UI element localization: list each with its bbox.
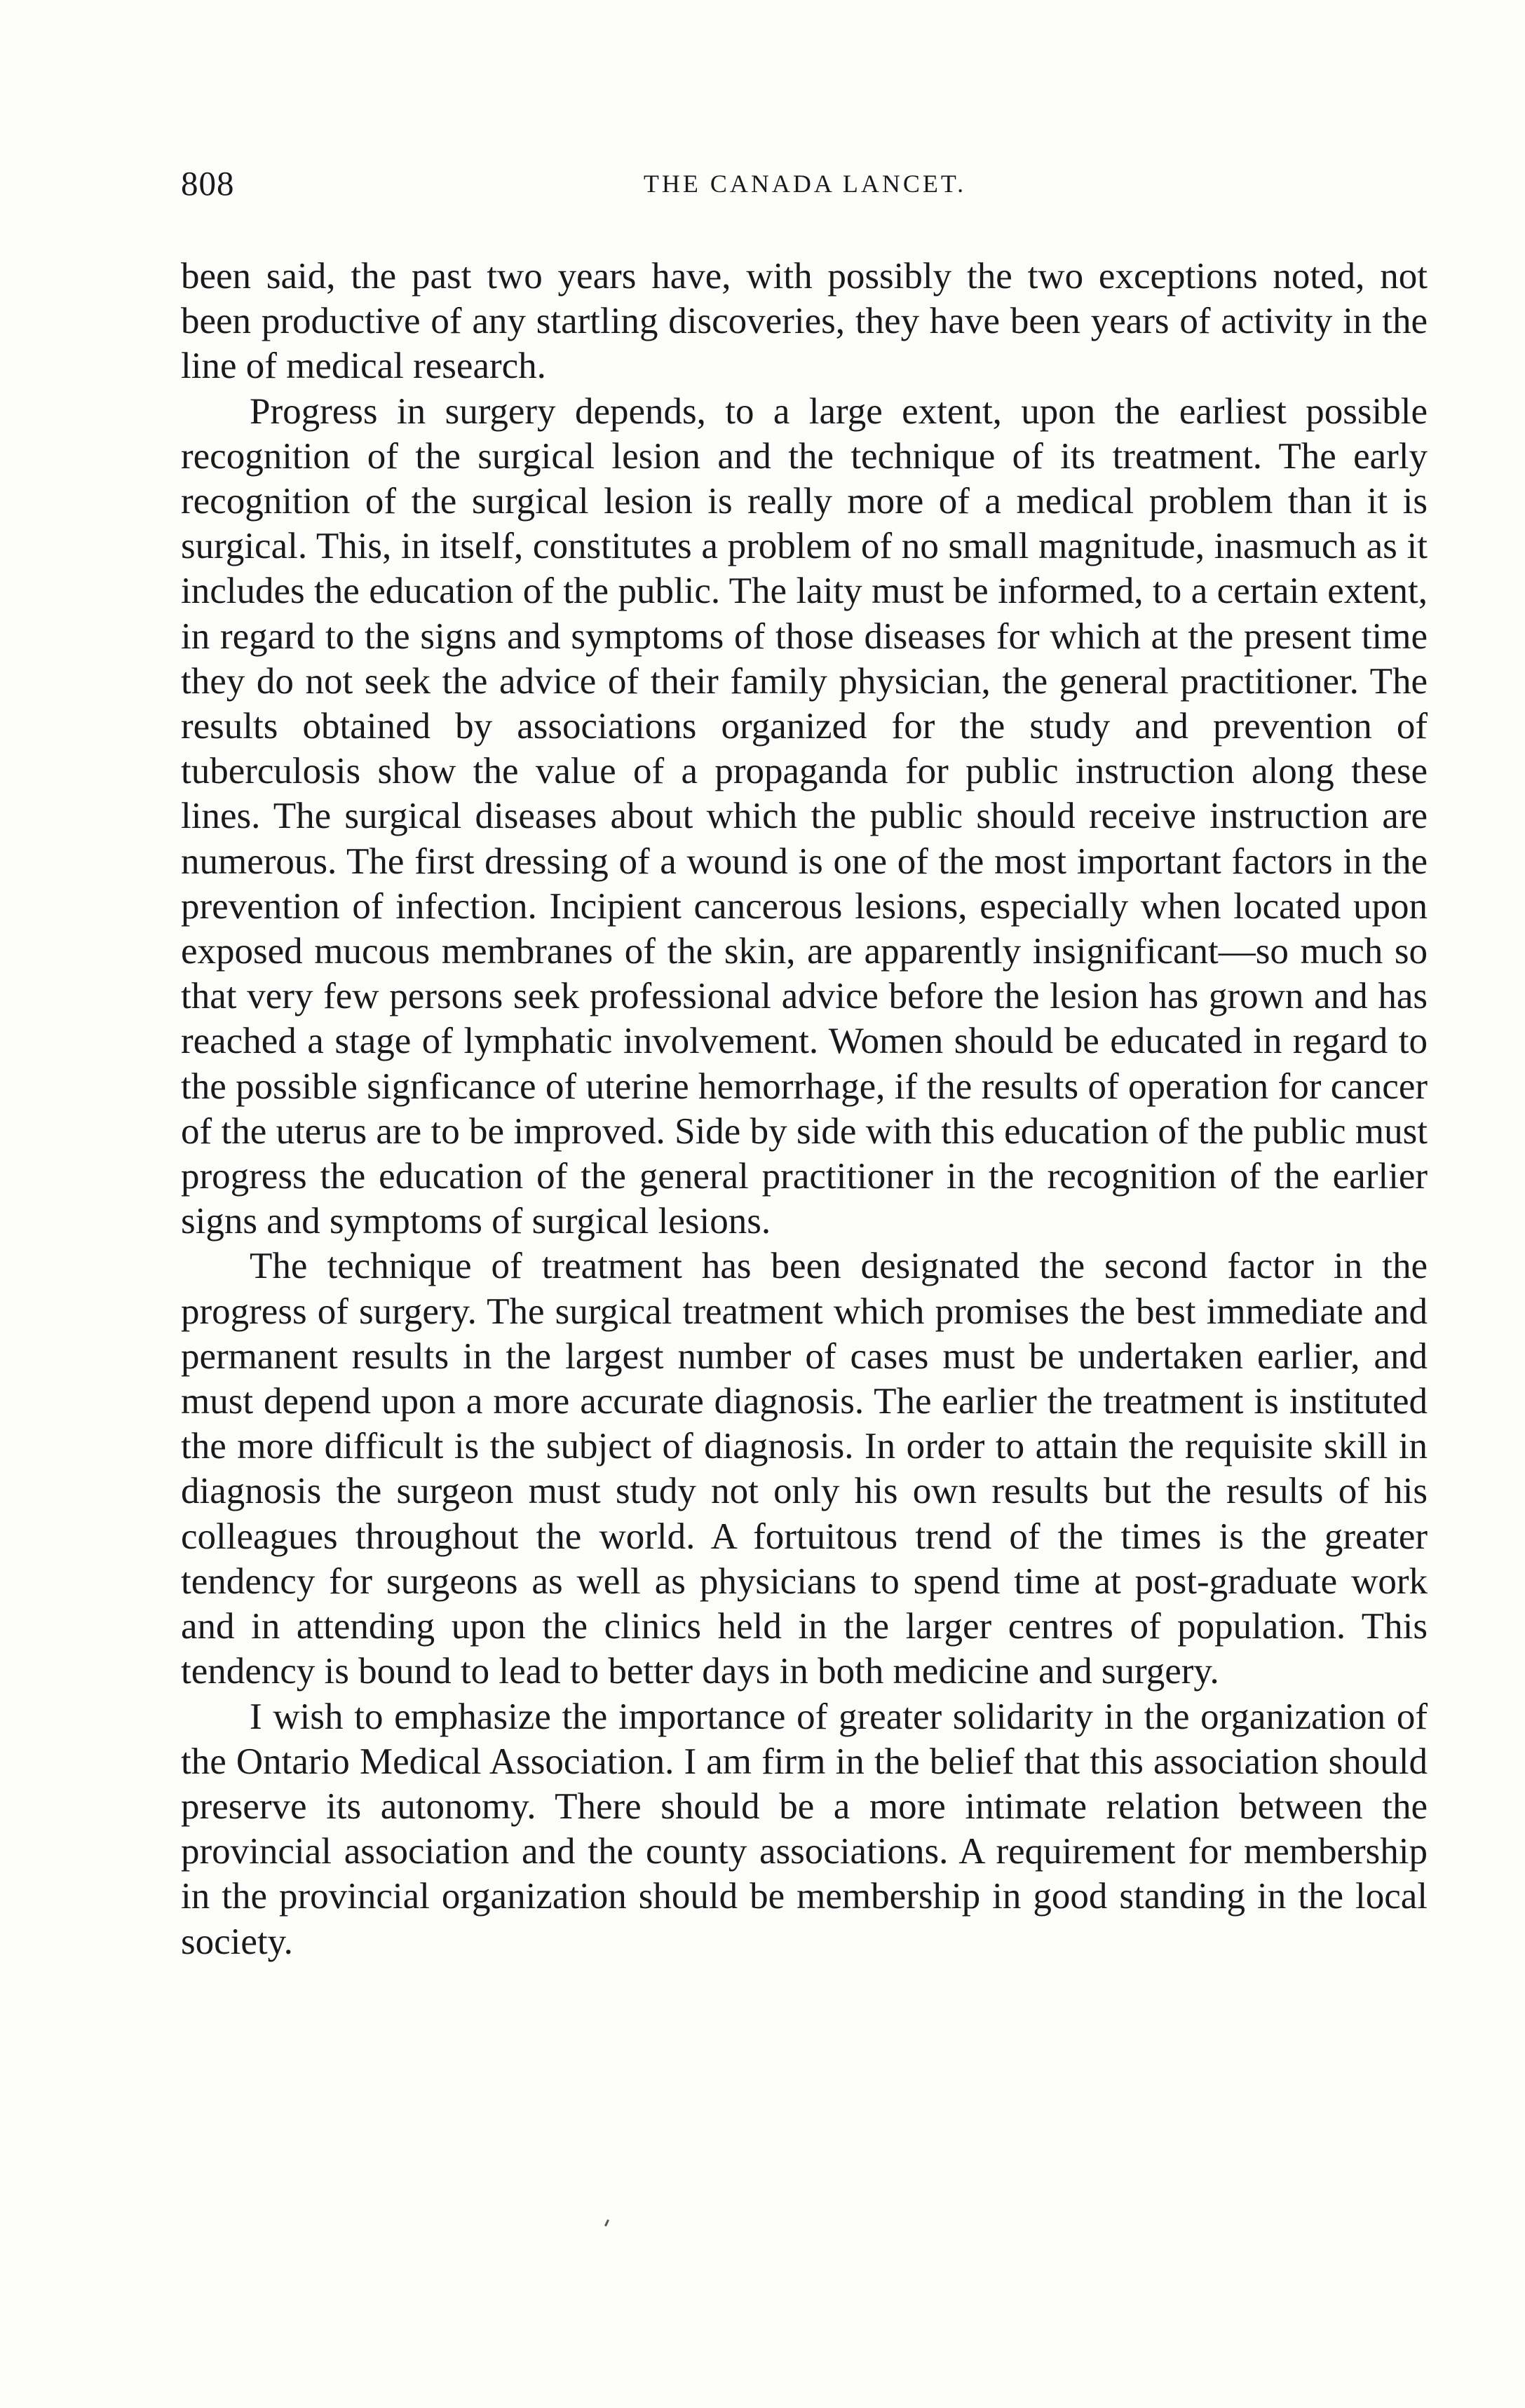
- paragraph-technique-of-treatment: The technique of treatment has been designated the second factor in the progress of surgery. The surgical treatment which promises the best immediate and permanent results in the largest number of cases must be undertaken earlier, and must depend upon a more accurate diagnosis. The earlier the treatment is instituted the more difficult is the subject of diagnosis. In order to attain the requisite skill in diagnosis the surgeon must study not only his own results but the results of his colleagues throughout the world. A fortuitous trend of the times is the greater tendency for surgeons as well as physicians to spend time at post-graduate work and in attending upon the clinics held in the larger centres of population. This tendency is bound to lead to better days in both medicine and surgery.: [181, 1246, 1428, 1692]
- paragraph-association-solidarity: I wish to emphasize the importance of greater solidarity in the organization of the Ontario Medical Association. I am firm in the belief that this association should preserve its autonomy. There should be a more intimate relation between the provincial association and the county associations. A requirement for membership in the provincial organization should be membership in good standing in the local society.: [181, 1696, 1428, 1962]
- running-title: THE CANADA LANCET.: [643, 170, 967, 198]
- paragraph-progress-in-surgery: Progress in surgery depends, to a large extent, upon the earliest possible recognition of the surgical lesion and the technique of its treatment. The early recognition of the surgical lesion is really more of a medical problem than it is surgical. This, in itself, constitutes a problem of no small magnitude, inasmuch as it includes the education of the public. The laity must be informed, to a certain extent, in regard to the signs and symptoms of those diseases for which at the present time they do not seek the advice of their family physician, the general practitioner. The results obtained by associations organized for the study and prevention of tuberculosis show the value of a propaganda for public instruction along these lines. The surgical diseases about which the public should receive instruction are numerous. The first dressing of a wound is one of the most important factors in the prevention of infection. Incipient cancerous lesions, especially when located upon exposed mucous membranes of the skin, are apparently insignificant—so much so that very few persons seek professional advice before the lesion has grown and has reached a stage of lymphatic involvement. Women should be educated in regard to the possible signficance of uterine hemorrhage, if the results of operation for cancer of the uterus are to be improved. Side by side with this education of the public must progress the education of the general practitioner in the recognition of the earlier signs and symptoms of surgical lesions.: [181, 390, 1428, 1242]
- paragraph-continuation: been said, the past two years have, with possibly the two exceptions noted, not been productive of any startling discoveries, they have been years of activity in the line of medical research.: [181, 256, 1428, 387]
- article-body: [181, 254, 1428, 1964]
- ink-speck: [604, 2219, 609, 2226]
- page-number: 808: [181, 164, 235, 203]
- page-header: [181, 163, 1429, 205]
